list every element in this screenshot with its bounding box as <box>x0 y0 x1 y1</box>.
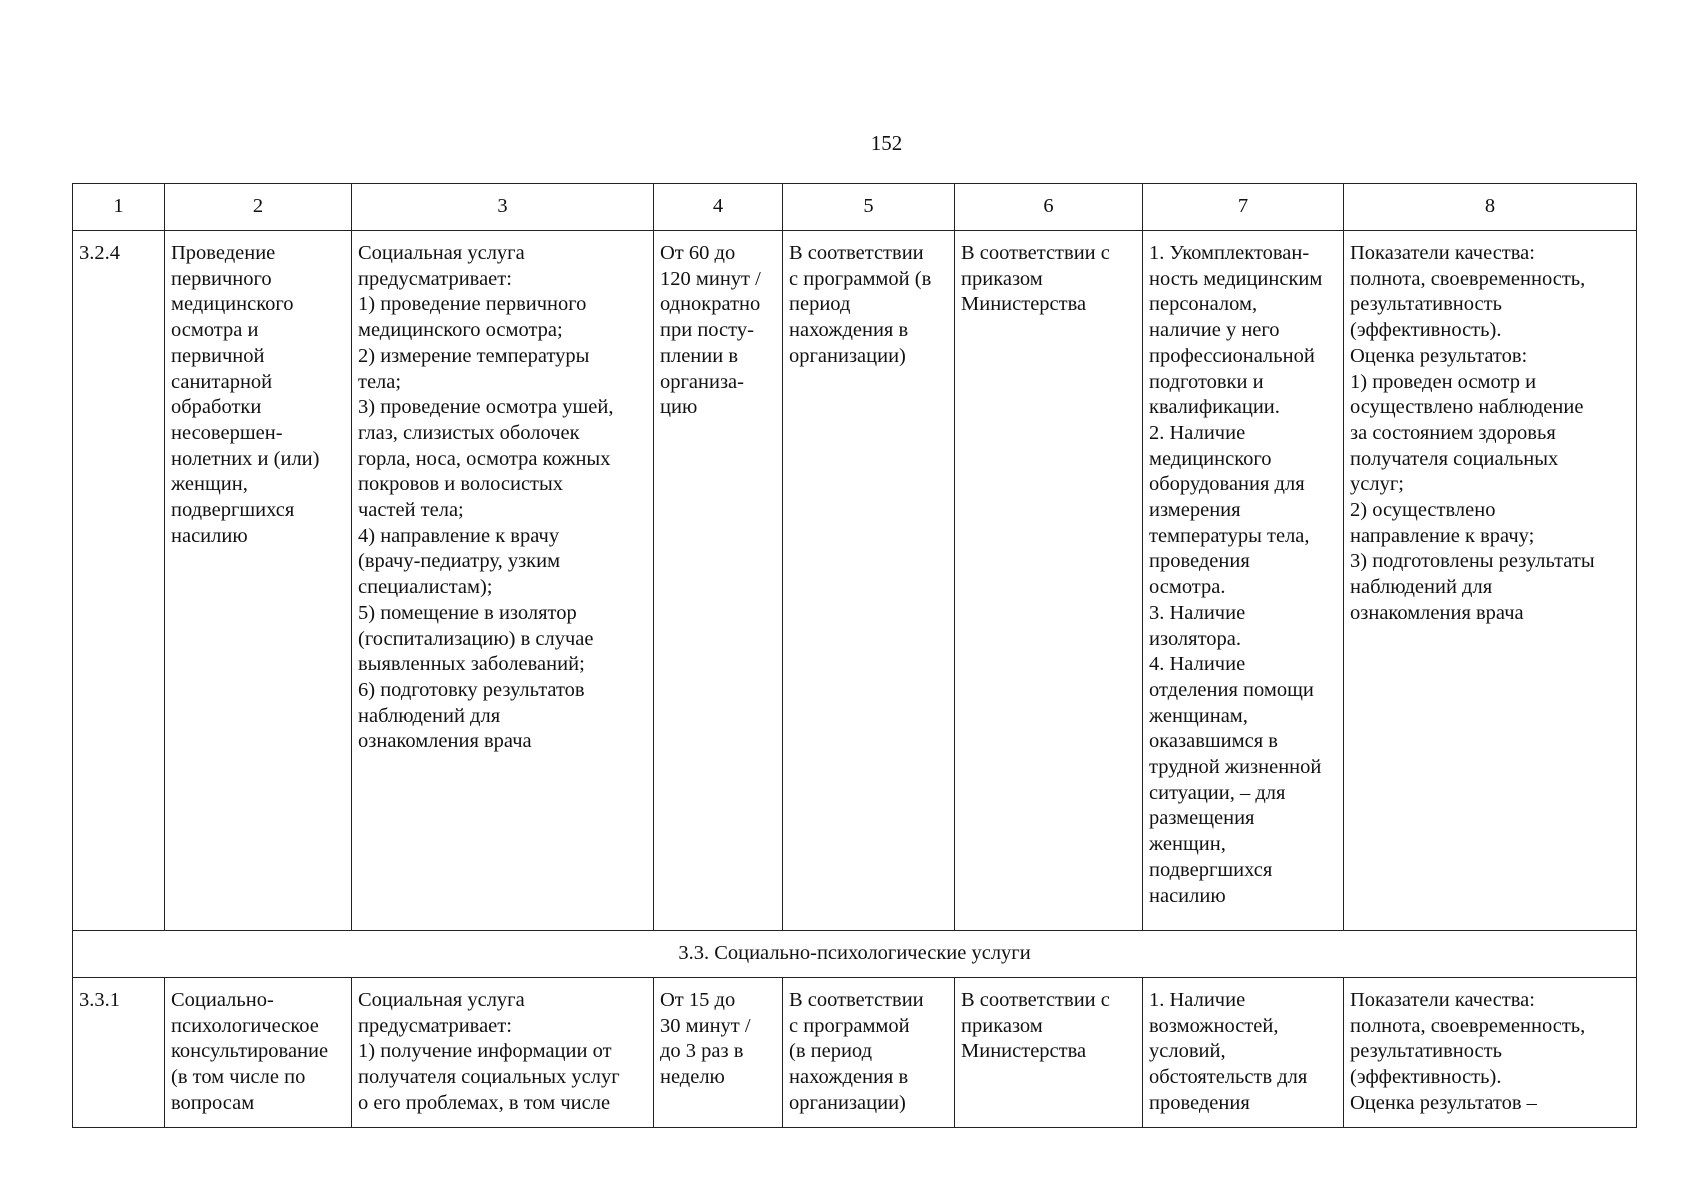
service-time: От 60 до 120 минут / однократно при посту- плении в организа- цию <box>654 231 783 931</box>
column-number: 8 <box>1344 184 1637 231</box>
service-description: Социальная услуга предусматривает: 1) получение информации от получателя социальных услуг о его проблемах, в том числе <box>352 978 654 1128</box>
services-table <box>72 183 1637 1128</box>
column-number: 5 <box>783 184 955 231</box>
service-standard: В соответствии с приказом Министерства <box>955 978 1143 1128</box>
column-number: 3 <box>352 184 654 231</box>
section-heading-row <box>73 931 1637 978</box>
service-name: Социально- психологическое консультирование (в том числе по вопросам <box>165 978 352 1128</box>
service-conditions: 1. Наличие возможностей, условий, обстоятельств для проведения <box>1143 978 1344 1128</box>
column-number: 7 <box>1143 184 1344 231</box>
service-period: В соответствии с программой (в период нахождения в организации) <box>783 978 955 1128</box>
section-title: 3.3. Социально-психологические услуги <box>73 931 1637 978</box>
table-row <box>73 978 1637 1128</box>
service-standard: В соответствии с приказом Министерства <box>955 231 1143 931</box>
service-description: Социальная услуга предусматривает: 1) проведение первичного медицинского осмотра; 2) измерение температуры тела; 3) проведение осмотра ушей, глаз, слизистых оболочек горла, носа, осмотра кожных покровов и волосистых частей тела; 4) направление к врачу (врачу-педиатру, узким специалистам); 5) помещение в изолятор (госпитализацию) в случае выявленных заболеваний; 6) подготовку результатов наблюдений для ознакомления врача <box>352 231 654 931</box>
service-conditions: 1. Укомплектован- ность медицинским персоналом, наличие у него профессиональной подготовки и квалификации. 2. Наличие медицинского оборудования для измерения температуры тела, проведения осмотра. 3. Наличие изолятора. 4. Наличие отделения помощи женщинам, оказавшимся в трудной жизненной ситуации, – для размещения женщин, подвергшихся насилию <box>1143 231 1344 931</box>
service-period: В соответствии с программой (в период нахождения в организации) <box>783 231 955 931</box>
column-number: 4 <box>654 184 783 231</box>
column-number: 2 <box>165 184 352 231</box>
service-quality: Показатели качества: полнота, своевременность, результативность (эффективность). Оценка результатов – <box>1344 978 1637 1128</box>
column-number: 6 <box>955 184 1143 231</box>
service-name: Проведение первичного медицинского осмотра и первичной санитарной обработки несовершен- нолетних и (или) женщин, подвергшихся насилию <box>165 231 352 931</box>
service-code: 3.2.4 <box>73 231 165 931</box>
service-time: От 15 до 30 минут / до 3 раз в неделю <box>654 978 783 1128</box>
service-quality: Показатели качества: полнота, своевременность, результативность (эффективность). Оценка результатов: 1) проведен осмотр и осуществлено наблюдение за состоянием здоровья получателя социальных услуг; 2) осуществлено направление к врачу; 3) подготовлены результаты наблюдений для ознакомления врача <box>1344 231 1637 931</box>
table-row <box>73 231 1637 931</box>
column-numbers-row <box>73 184 1637 231</box>
page-number: 152 <box>870 131 903 155</box>
service-code: 3.3.1 <box>73 978 165 1128</box>
column-number: 1 <box>73 184 165 231</box>
